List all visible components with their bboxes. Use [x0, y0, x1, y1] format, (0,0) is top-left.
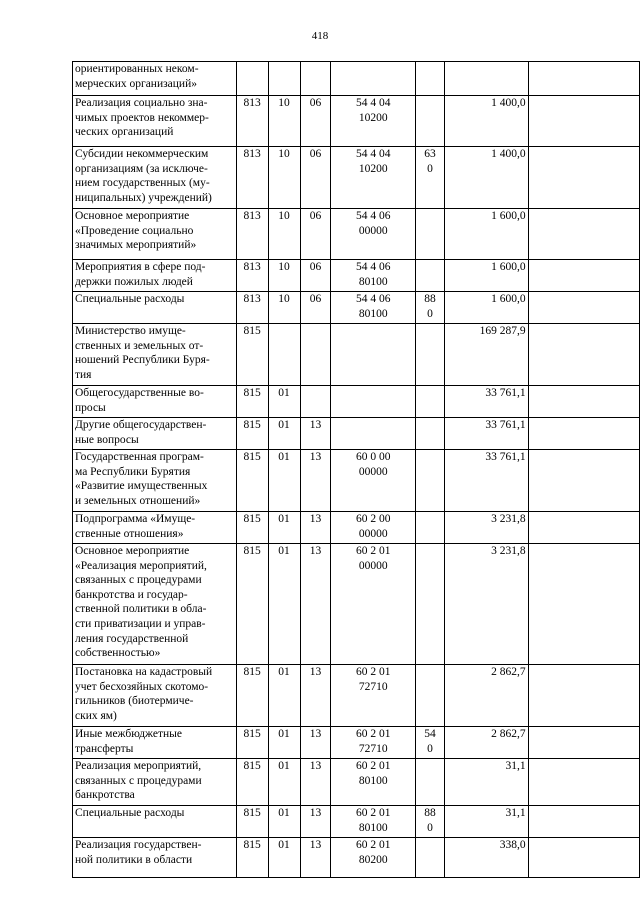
row-subsection-code: 13 [300, 418, 331, 450]
row-extra-cell [528, 759, 639, 806]
row-extra-cell [528, 324, 639, 386]
row-amount: 1 400,0 [444, 96, 528, 147]
row-amount: 2 862,7 [444, 727, 528, 759]
table-row [73, 96, 640, 147]
row-ministry-code: 815 [236, 418, 268, 450]
row-expense-type [416, 418, 445, 450]
row-extra-cell [528, 418, 639, 450]
row-amount: 1 600,0 [444, 292, 528, 324]
row-section-code: 10 [268, 147, 300, 209]
row-extra-cell [528, 62, 639, 96]
row-amount: 169 287,9 [444, 324, 528, 386]
row-ministry-code: 815 [236, 806, 268, 838]
row-section-code [268, 62, 300, 96]
row-extra-cell [528, 260, 639, 292]
row-name: Специальные расходы [73, 292, 237, 324]
row-ministry-code: 813 [236, 292, 268, 324]
row-name: Постановка на кадастровый учет бесхозяйных скотомо- гильников (биотермиче- ских ям) [73, 665, 237, 727]
row-expense-type [416, 838, 445, 878]
row-subsection-code: 13 [300, 759, 331, 806]
row-amount: 3 231,8 [444, 512, 528, 544]
row-amount: 33 761,1 [444, 418, 528, 450]
table-row [73, 418, 640, 450]
table-row [73, 759, 640, 806]
row-subsection-code: 13 [300, 806, 331, 838]
row-target-article: 54 4 06 00000 [331, 209, 416, 260]
row-amount: 1 600,0 [444, 260, 528, 292]
row-extra-cell [528, 147, 639, 209]
row-target-article: 60 2 01 72710 [331, 727, 416, 759]
row-ministry-code [236, 62, 268, 96]
row-name: Министерство имуще- ственных и земельных от- ношений Республики Буря- тия [73, 324, 237, 386]
row-ministry-code: 815 [236, 324, 268, 386]
row-expense-type: 88 0 [416, 806, 445, 838]
row-subsection-code [300, 386, 331, 418]
row-target-article: 60 2 01 80100 [331, 806, 416, 838]
row-subsection-code: 13 [300, 512, 331, 544]
row-extra-cell [528, 512, 639, 544]
row-amount: 31,1 [444, 759, 528, 806]
row-subsection-code: 06 [300, 260, 331, 292]
row-extra-cell [528, 806, 639, 838]
table-row [73, 324, 640, 386]
row-section-code: 01 [268, 544, 300, 665]
row-amount: 2 862,7 [444, 665, 528, 727]
row-target-article: 60 2 01 72710 [331, 665, 416, 727]
row-expense-type [416, 209, 445, 260]
row-target-article: 60 0 00 00000 [331, 450, 416, 512]
table-row [73, 838, 640, 878]
row-name: Государственная програм- ма Республики Бурятия «Развитие имущественных и земельных отношений» [73, 450, 237, 512]
table-row [73, 386, 640, 418]
row-extra-cell [528, 209, 639, 260]
row-target-article: 54 4 04 10200 [331, 96, 416, 147]
row-subsection-code: 13 [300, 450, 331, 512]
row-section-code [268, 324, 300, 386]
row-section-code: 01 [268, 418, 300, 450]
row-subsection-code: 06 [300, 209, 331, 260]
row-target-article: 60 2 01 80100 [331, 759, 416, 806]
row-ministry-code: 815 [236, 544, 268, 665]
row-section-code: 01 [268, 665, 300, 727]
table-row [73, 512, 640, 544]
row-amount: 33 761,1 [444, 386, 528, 418]
row-target-article [331, 418, 416, 450]
row-extra-cell [528, 292, 639, 324]
row-expense-type [416, 62, 445, 96]
row-amount [444, 62, 528, 96]
row-target-article: 54 4 06 80100 [331, 260, 416, 292]
table-row [73, 806, 640, 838]
row-amount: 1 600,0 [444, 209, 528, 260]
table-row [73, 292, 640, 324]
row-section-code: 10 [268, 260, 300, 292]
table-row [73, 665, 640, 727]
row-section-code: 01 [268, 759, 300, 806]
row-amount: 31,1 [444, 806, 528, 838]
row-expense-type [416, 759, 445, 806]
row-section-code: 01 [268, 386, 300, 418]
row-target-article [331, 386, 416, 418]
row-section-code: 01 [268, 512, 300, 544]
row-name: Реализация государствен- ной политики в области [73, 838, 237, 878]
row-expense-type [416, 512, 445, 544]
row-name: Основное мероприятие «Проведение социально значимых мероприятий» [73, 209, 237, 260]
row-expense-type [416, 665, 445, 727]
row-extra-cell [528, 96, 639, 147]
row-extra-cell [528, 544, 639, 665]
row-extra-cell [528, 386, 639, 418]
row-target-article: 60 2 00 00000 [331, 512, 416, 544]
row-ministry-code: 813 [236, 209, 268, 260]
table-row [73, 450, 640, 512]
row-amount: 33 761,1 [444, 450, 528, 512]
row-extra-cell [528, 838, 639, 878]
table-row [73, 727, 640, 759]
row-subsection-code: 06 [300, 147, 331, 209]
row-ministry-code: 813 [236, 96, 268, 147]
row-amount: 338,0 [444, 838, 528, 878]
row-name: Мероприятия в сфере под- держки пожилых людей [73, 260, 237, 292]
row-target-article [331, 324, 416, 386]
row-section-code: 01 [268, 806, 300, 838]
row-target-article: 60 2 01 80200 [331, 838, 416, 878]
row-subsection-code [300, 324, 331, 386]
table-row [73, 147, 640, 209]
row-extra-cell [528, 450, 639, 512]
row-section-code: 01 [268, 838, 300, 878]
row-section-code: 01 [268, 727, 300, 759]
page-number: 418 [311, 30, 329, 42]
row-expense-type: 88 0 [416, 292, 445, 324]
row-subsection-code: 06 [300, 96, 331, 147]
row-ministry-code: 815 [236, 838, 268, 878]
row-subsection-code [300, 62, 331, 96]
row-ministry-code: 815 [236, 512, 268, 544]
row-name: Общегосударственные во- просы [73, 386, 237, 418]
row-extra-cell [528, 727, 639, 759]
row-ministry-code: 813 [236, 147, 268, 209]
row-section-code: 10 [268, 209, 300, 260]
row-ministry-code: 815 [236, 665, 268, 727]
table-row [73, 544, 640, 665]
row-ministry-code: 815 [236, 759, 268, 806]
row-name: Специальные расходы [73, 806, 237, 838]
row-amount: 3 231,8 [444, 544, 528, 665]
row-target-article: 54 4 06 80100 [331, 292, 416, 324]
row-target-article: 60 2 01 00000 [331, 544, 416, 665]
row-expense-type [416, 450, 445, 512]
row-subsection-code: 13 [300, 544, 331, 665]
row-name: Реализация социально зна- чимых проектов некоммер- ческих организаций [73, 96, 237, 147]
row-section-code: 01 [268, 450, 300, 512]
row-expense-type [416, 260, 445, 292]
row-target-article: 54 4 04 10200 [331, 147, 416, 209]
row-section-code: 10 [268, 292, 300, 324]
row-subsection-code: 06 [300, 292, 331, 324]
budget-table [72, 61, 640, 878]
row-subsection-code: 13 [300, 838, 331, 878]
row-section-code: 10 [268, 96, 300, 147]
row-name: Иные межбюджетные трансферты [73, 727, 237, 759]
row-ministry-code: 815 [236, 450, 268, 512]
row-subsection-code: 13 [300, 665, 331, 727]
row-expense-type [416, 324, 445, 386]
row-expense-type [416, 544, 445, 665]
row-ministry-code: 813 [236, 260, 268, 292]
table-row [73, 209, 640, 260]
row-name: Другие общегосударствен- ные вопросы [73, 418, 237, 450]
table-row [73, 260, 640, 292]
row-extra-cell [528, 665, 639, 727]
row-subsection-code: 13 [300, 727, 331, 759]
row-name: Основное мероприятие «Реализация мероприятий, связанных с процедурами банкротства и государ- ственной политики в обла- сти приватизации и управ- ления государственной собственностью» [73, 544, 237, 665]
budget-table-body [73, 62, 640, 878]
row-name: Субсидии некоммерческим организациям (за исключе- нием государственных (му- ниципальных) учреждений) [73, 147, 237, 209]
row-expense-type: 63 0 [416, 147, 445, 209]
row-expense-type: 54 0 [416, 727, 445, 759]
row-ministry-code: 815 [236, 386, 268, 418]
row-name: Подпрограмма «Имуще- ственные отношения» [73, 512, 237, 544]
row-expense-type [416, 386, 445, 418]
row-amount: 1 400,0 [444, 147, 528, 209]
row-expense-type [416, 96, 445, 147]
row-ministry-code: 815 [236, 727, 268, 759]
row-target-article [331, 62, 416, 96]
table-row [73, 62, 640, 96]
row-name: Реализация мероприятий, связанных с процедурами банкротства [73, 759, 237, 806]
row-name: ориентированных неком- мерческих организаций» [73, 62, 237, 96]
